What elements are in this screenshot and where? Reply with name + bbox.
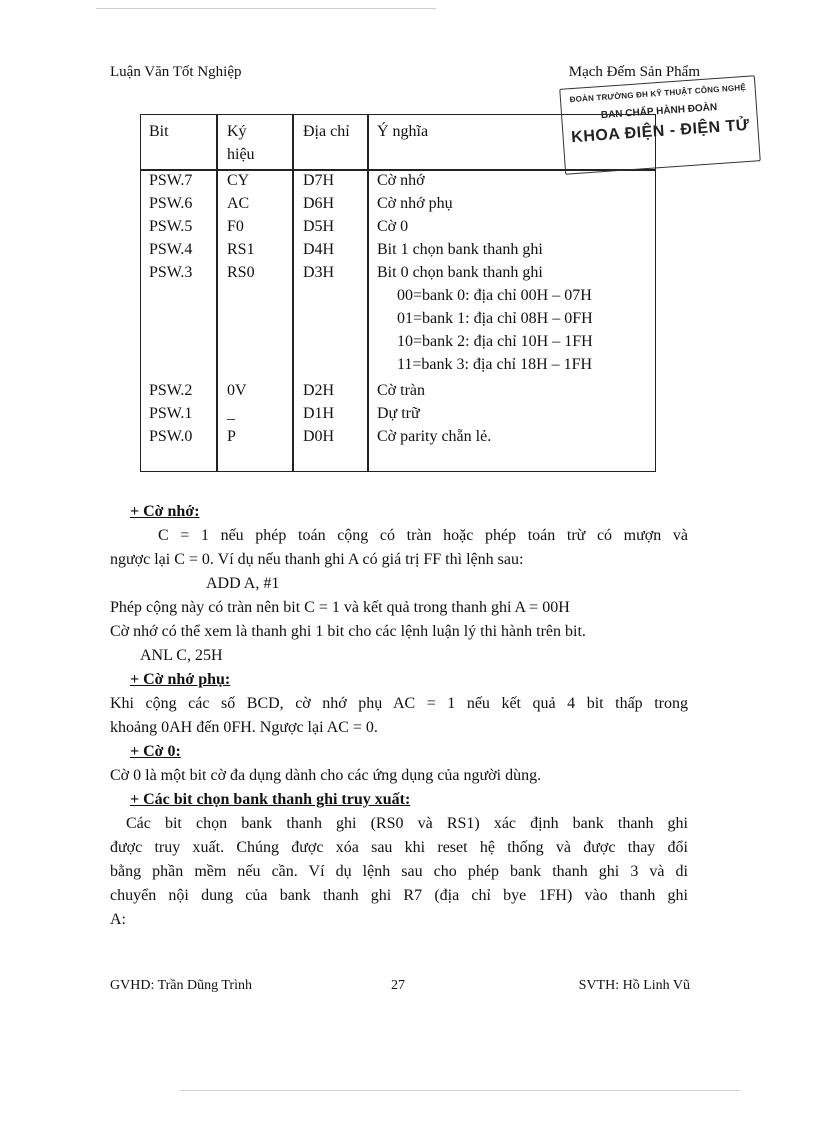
row-address: D3H xyxy=(303,264,335,281)
paragraph-line: C = 1 nếu phép toán cộng có tràn hoặc phép toán trừ có mượn và xyxy=(158,527,688,544)
footer-page-number: 27 xyxy=(391,978,405,993)
faculty-stamp xyxy=(559,75,761,174)
row-address: D6H xyxy=(303,195,335,212)
heading-aux-carry: + Cờ nhớ phụ: xyxy=(130,671,231,688)
row-bit: PSW.7 xyxy=(149,172,193,189)
paragraph-line: khoảng 0AH đến 0FH. Ngược lại AC = 0. xyxy=(110,719,378,736)
paragraph-line: được truy xuất. Chúng được xóa sau khi reset hệ thống và được thay đổi xyxy=(110,839,688,856)
stamp-line-3: KHOA ĐIỆN - ĐIỆN TỬ xyxy=(570,116,751,147)
row-bit: PSW.5 xyxy=(149,218,193,235)
paragraph-line: Các bit chọn bank thanh ghi (RS0 và RS1) xác định bank thanh ghi xyxy=(126,815,688,832)
row-meaning: Bit 1 chọn bank thanh ghi xyxy=(377,241,543,258)
header-symbol-1: Ký xyxy=(227,123,247,140)
row-bit: PSW.4 xyxy=(149,241,193,258)
scan-artifact-bottom xyxy=(180,1090,740,1091)
row-symbol: RS1 xyxy=(227,241,255,258)
footer-advisor: GVHD: Trần Dũng Trình xyxy=(110,978,252,993)
row-address: D5H xyxy=(303,218,335,235)
paragraph-line: Phép cộng này có tràn nên bit C = 1 và kết quả trong thanh ghi A = 00H xyxy=(110,599,570,616)
heading-carry-flag: + Cờ nhớ: xyxy=(130,503,200,520)
code-line: ANL C, 25H xyxy=(140,647,223,664)
row-address: D0H xyxy=(303,428,335,445)
row-symbol: P xyxy=(227,428,236,445)
bank-line: 01=bank 1: địa chỉ 08H – 0FH xyxy=(397,310,593,327)
paragraph-line: bằng phần mềm nếu cần. Ví dụ lệnh sau cho phép bank thanh ghi 3 và di xyxy=(110,863,688,880)
row-address: D4H xyxy=(303,241,335,258)
row-symbol: AC xyxy=(227,195,250,212)
stamp-line-1: ĐOÀN TRƯỜNG ĐH KỸ THUẬT CÔNG NGHỆ xyxy=(569,82,747,105)
paragraph-line: A: xyxy=(110,911,126,928)
header-address: Địa chỉ xyxy=(303,123,350,140)
row-bit: PSW.6 xyxy=(149,195,193,212)
heading-flag-0: + Cờ 0: xyxy=(130,743,181,760)
header-right-title: Mạch Đếm Sản Phẩm xyxy=(568,64,700,80)
bank-line: 10=bank 2: địa chỉ 10H – 1FH xyxy=(397,333,593,350)
row-symbol: _ xyxy=(227,405,235,422)
row-address: D2H xyxy=(303,382,335,399)
row-bit: PSW.3 xyxy=(149,264,193,281)
paragraph-line: ngược lại C = 0. Ví dụ nếu thanh ghi A có giá trị FF thì lệnh sau: xyxy=(110,551,524,568)
header-symbol-2: hiệu xyxy=(227,146,255,163)
header-meaning: Ý nghĩa xyxy=(377,123,429,140)
row-bit: PSW.1 xyxy=(149,405,193,422)
row-symbol: CY xyxy=(227,172,250,189)
code-line: ADD A, #1 xyxy=(206,575,280,592)
row-bit: PSW.2 xyxy=(149,382,193,399)
row-address: D1H xyxy=(303,405,335,422)
row-symbol: RS0 xyxy=(227,264,255,281)
row-meaning: Cờ parity chẵn lẻ. xyxy=(377,428,492,445)
row-bit: PSW.0 xyxy=(149,428,193,445)
heading-bank-select: + Các bit chọn bank thanh ghi truy xuất: xyxy=(130,791,411,808)
scan-artifact-top xyxy=(96,8,436,9)
row-symbol: F0 xyxy=(227,218,244,235)
row-meaning: Cờ tràn xyxy=(377,382,426,399)
footer-student: SVTH: Hồ Linh Vũ xyxy=(578,978,690,993)
row-address: D7H xyxy=(303,172,335,189)
row-meaning: Dự trữ xyxy=(377,405,420,422)
bank-line: 00=bank 0: địa chỉ 00H – 07H xyxy=(397,287,592,304)
stamp-line-2: BAN CHẤP HÀNH ĐOÀN xyxy=(600,101,718,122)
paragraph-line: Cờ 0 là một bit cờ đa dụng dành cho các ứng dụng của người dùng. xyxy=(110,767,542,784)
row-symbol: 0V xyxy=(227,382,247,399)
paragraph-line: chuyển nội dung của bank thanh ghi R7 (địa chỉ bye 1FH) vào thanh ghi xyxy=(110,887,688,904)
row-meaning: Bit 0 chọn bank thanh ghi xyxy=(377,264,543,281)
paragraph-line: Cờ nhớ có thể xem là thanh ghi 1 bit cho các lệnh luận lý thi hành trên bit. xyxy=(110,623,586,640)
paragraph-line: Khi cộng các số BCD, cờ nhớ phụ AC = 1 nếu kết quả 4 bit thấp trong xyxy=(110,695,688,712)
header-left-title: Luận Văn Tốt Nghiệp xyxy=(110,64,242,80)
row-meaning: Cờ nhớ phụ xyxy=(377,195,453,212)
row-meaning: Cờ nhớ xyxy=(377,172,425,189)
row-meaning: Cờ 0 xyxy=(377,218,409,235)
bank-line: 11=bank 3: địa chỉ 18H – 1FH xyxy=(397,356,593,373)
header-bit: Bit xyxy=(149,123,169,140)
